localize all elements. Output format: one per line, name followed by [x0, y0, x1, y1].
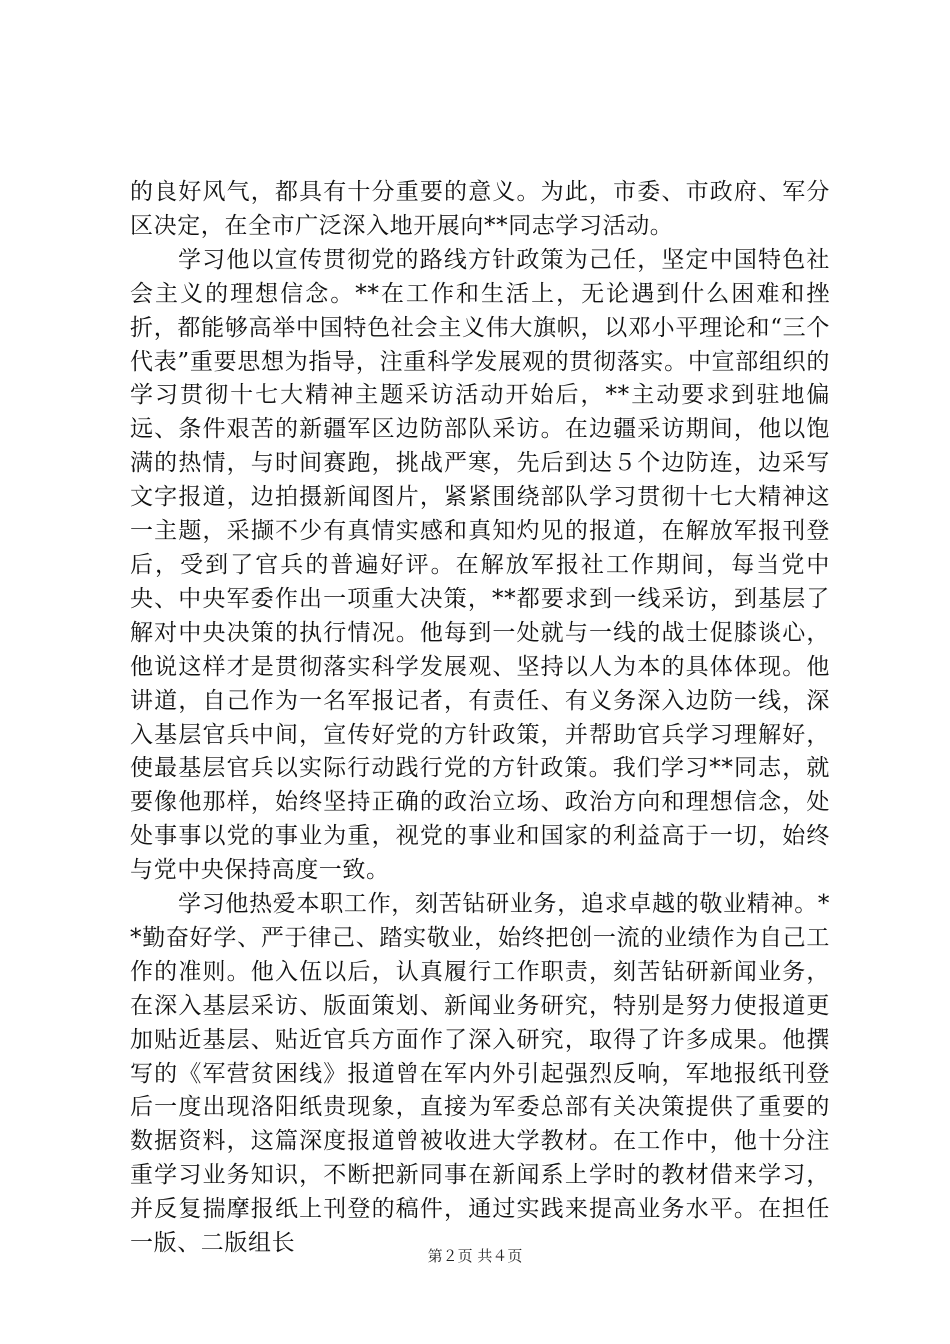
- paragraph: 的良好风气，都具有十分重要的意义。为此，市委、市政府、军分区决定，在全市广泛深入地开展向**同志学习活动。: [130, 179, 830, 239]
- paragraph: 学习他热爱本职工作，刻苦钻研业务，追求卓越的敬业精神。**勤奋好学、严于律己、踏实敬业，始终把创一流的业绩作为自己工作的准则。他入伍以后，认真履行工作职责，刻苦钻研新闻业务，在深入基层采访、版面策划、新闻业务研究，特别是努力使报道更加贴近基层、贴近官兵方面作了深入研究，取得了许多成果。他撰写的《军营贫困线》报道曾在军内外引起强烈反响，军地报纸刊登后一度出现洛阳纸贵现象，直接为军委总部有关决策提供了重要的数据资料，这篇深度报道曾被收进大学教材。在工作中，他十分注重学习业务知识，不断把新同事在新闻系上学时的教材借来学习，并反复揣摩报纸上刊登的稿件，通过实践来提高业务水平。在担任一版、二版组长: [130, 891, 830, 1257]
- page-number-footer: 第２页 共４页: [427, 1247, 523, 1265]
- document-body: [130, 176, 830, 1261]
- paragraph: 学习他以宣传贯彻党的路线方针政策为己任，坚定中国特色社会主义的理想信念。**在工作和生活上，无论遇到什么困难和挫折，都能够高举中国特色社会主义伟大旗帜，以邓小平理论和“三个代表”重要思想为指导，注重科学发展观的贯彻落实。中宣部组织的学习贯彻十七大精神主题采访活动开始后，**主动要求到驻地偏远、条件艰苦的新疆军区边防部队采访。在边疆采访期间，他以饱满的热情，与时间赛跑，挑战严寒，先后到达５个边防连，边采写文字报道，边拍摄新闻图片，紧紧围绕部队学习贯彻十七大精神这一主题，采撷不少有真情实感和真知灼见的报道，在解放军报刊登后，受到了官兵的普遍好评。在解放军报社工作期间，每当党中央、中央军委作出一项重大决策，**都要求到一线采访，到基层了解对中央决策的执行情况。他每到一处就与一线的战士促膝谈心，他说这样才是贯彻落实科学发展观、坚持以人为本的具体体现。他讲道，自己作为一名军报记者，有责任、有义务深入边防一线，深入基层官兵中间，宣传好党的方针政策，并帮助官兵学习理解好，使最基层官兵以实际行动践行党的方针政策。我们学习**同志，就要像他那样，始终坚持正确的政治立场、政治方向和理想信念，处处事事以党的事业为重，视党的事业和国家的利益高于一切，始终与党中央保持高度一致。: [130, 246, 830, 884]
